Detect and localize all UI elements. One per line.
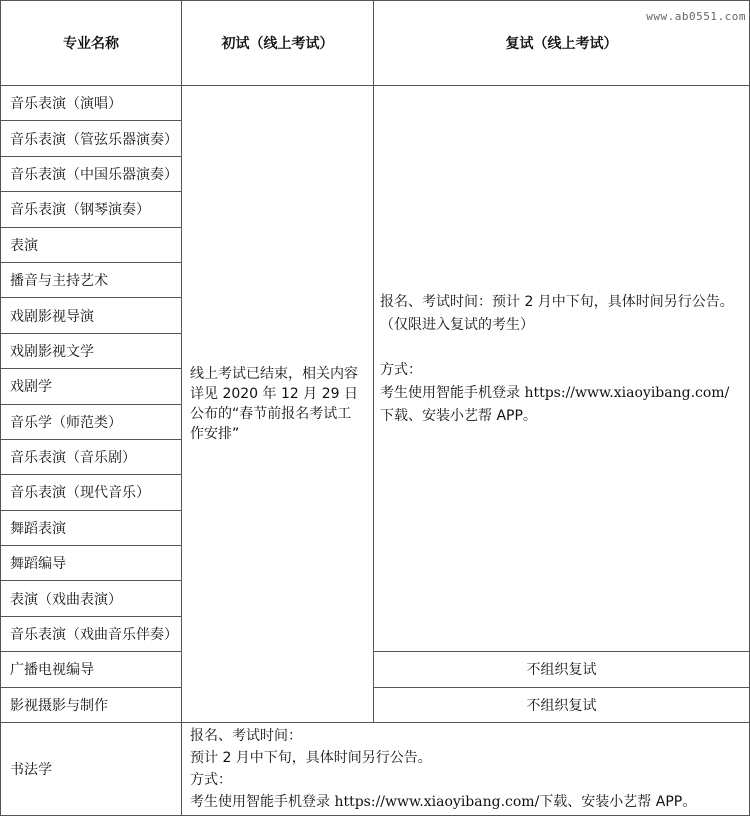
major-cell: 表演 — [1, 227, 182, 262]
major-cell: 戏剧影视导演 — [1, 298, 182, 333]
shufa-note — [182, 723, 750, 816]
retest-method-label: 方式： — [380, 362, 422, 378]
watermark: www.ab0551.com — [646, 10, 746, 23]
table-row — [1, 652, 750, 687]
shufa-line3: 方式： — [190, 772, 232, 789]
shufa-line4-suffix: 下载、安装小艺帮 APP。 — [539, 794, 697, 811]
table-row — [1, 687, 750, 722]
retest-note — [374, 86, 750, 652]
table-row — [1, 86, 750, 121]
major-cell: 播音与主持艺术 — [1, 262, 182, 297]
major-cell: 音乐表演（音乐剧） — [1, 439, 182, 474]
major-cell: 影视摄影与制作 — [1, 687, 182, 722]
major-cell: 舞蹈编导 — [1, 546, 182, 581]
major-cell: 音乐表演（戏曲音乐伴奏） — [1, 616, 182, 651]
table-row — [1, 723, 750, 816]
major-cell: 广播电视编导 — [1, 652, 182, 687]
retest-url: https://www.xiaoyibang.com/ — [524, 385, 730, 401]
header-prelim: 初试（线上考试） — [182, 1, 374, 86]
retest-method — [380, 382, 743, 428]
header-retest: 复试（线上考试） — [374, 1, 750, 86]
major-cell: 舞蹈表演 — [1, 510, 182, 545]
shufa-line2: 预计 2 月中下旬，具体时间另行公告。 — [190, 750, 432, 767]
shufa-line4 — [190, 791, 741, 813]
major-cell: 戏剧影视文学 — [1, 333, 182, 368]
prelim-note: 线上考试已结束，相关内容详见 2020 年 12 月 29 日公布的“春节前报名考试工作安排” — [182, 86, 374, 723]
retest-method-prefix: 考生使用智能手机登录 — [380, 385, 525, 401]
header-row — [1, 1, 750, 86]
shufa-line1: 报名、考试时间： — [190, 728, 302, 745]
major-cell: 表演（戏曲表演） — [1, 581, 182, 616]
shufa-line4-prefix: 考生使用智能手机登录 — [190, 794, 335, 811]
header-major: 专业名称 — [1, 1, 182, 86]
major-cell: 音乐表演（钢琴演奏） — [1, 192, 182, 227]
major-cell: 音乐学（师范类） — [1, 404, 182, 439]
major-cell: 音乐表演（演唱） — [1, 86, 182, 121]
major-cell: 音乐表演（管弦乐器演奏） — [1, 121, 182, 156]
retest-time: 报名、考试时间：预计 2 月中下旬，具体时间另行公告。（仅限进入复试的考生） — [380, 294, 734, 333]
major-cell: 戏剧学 — [1, 369, 182, 404]
major-cell: 书法学 — [1, 723, 182, 816]
major-cell: 音乐表演（现代音乐） — [1, 475, 182, 510]
shufa-url: https://www.xiaoyibang.com/ — [334, 794, 540, 811]
no-retest-cell: 不组织复试 — [374, 652, 750, 687]
major-cell: 音乐表演（中国乐器演奏） — [1, 156, 182, 191]
retest-method-suffix: 下载、安装小艺帮 APP。 — [380, 408, 537, 424]
no-retest-cell: 不组织复试 — [374, 687, 750, 722]
